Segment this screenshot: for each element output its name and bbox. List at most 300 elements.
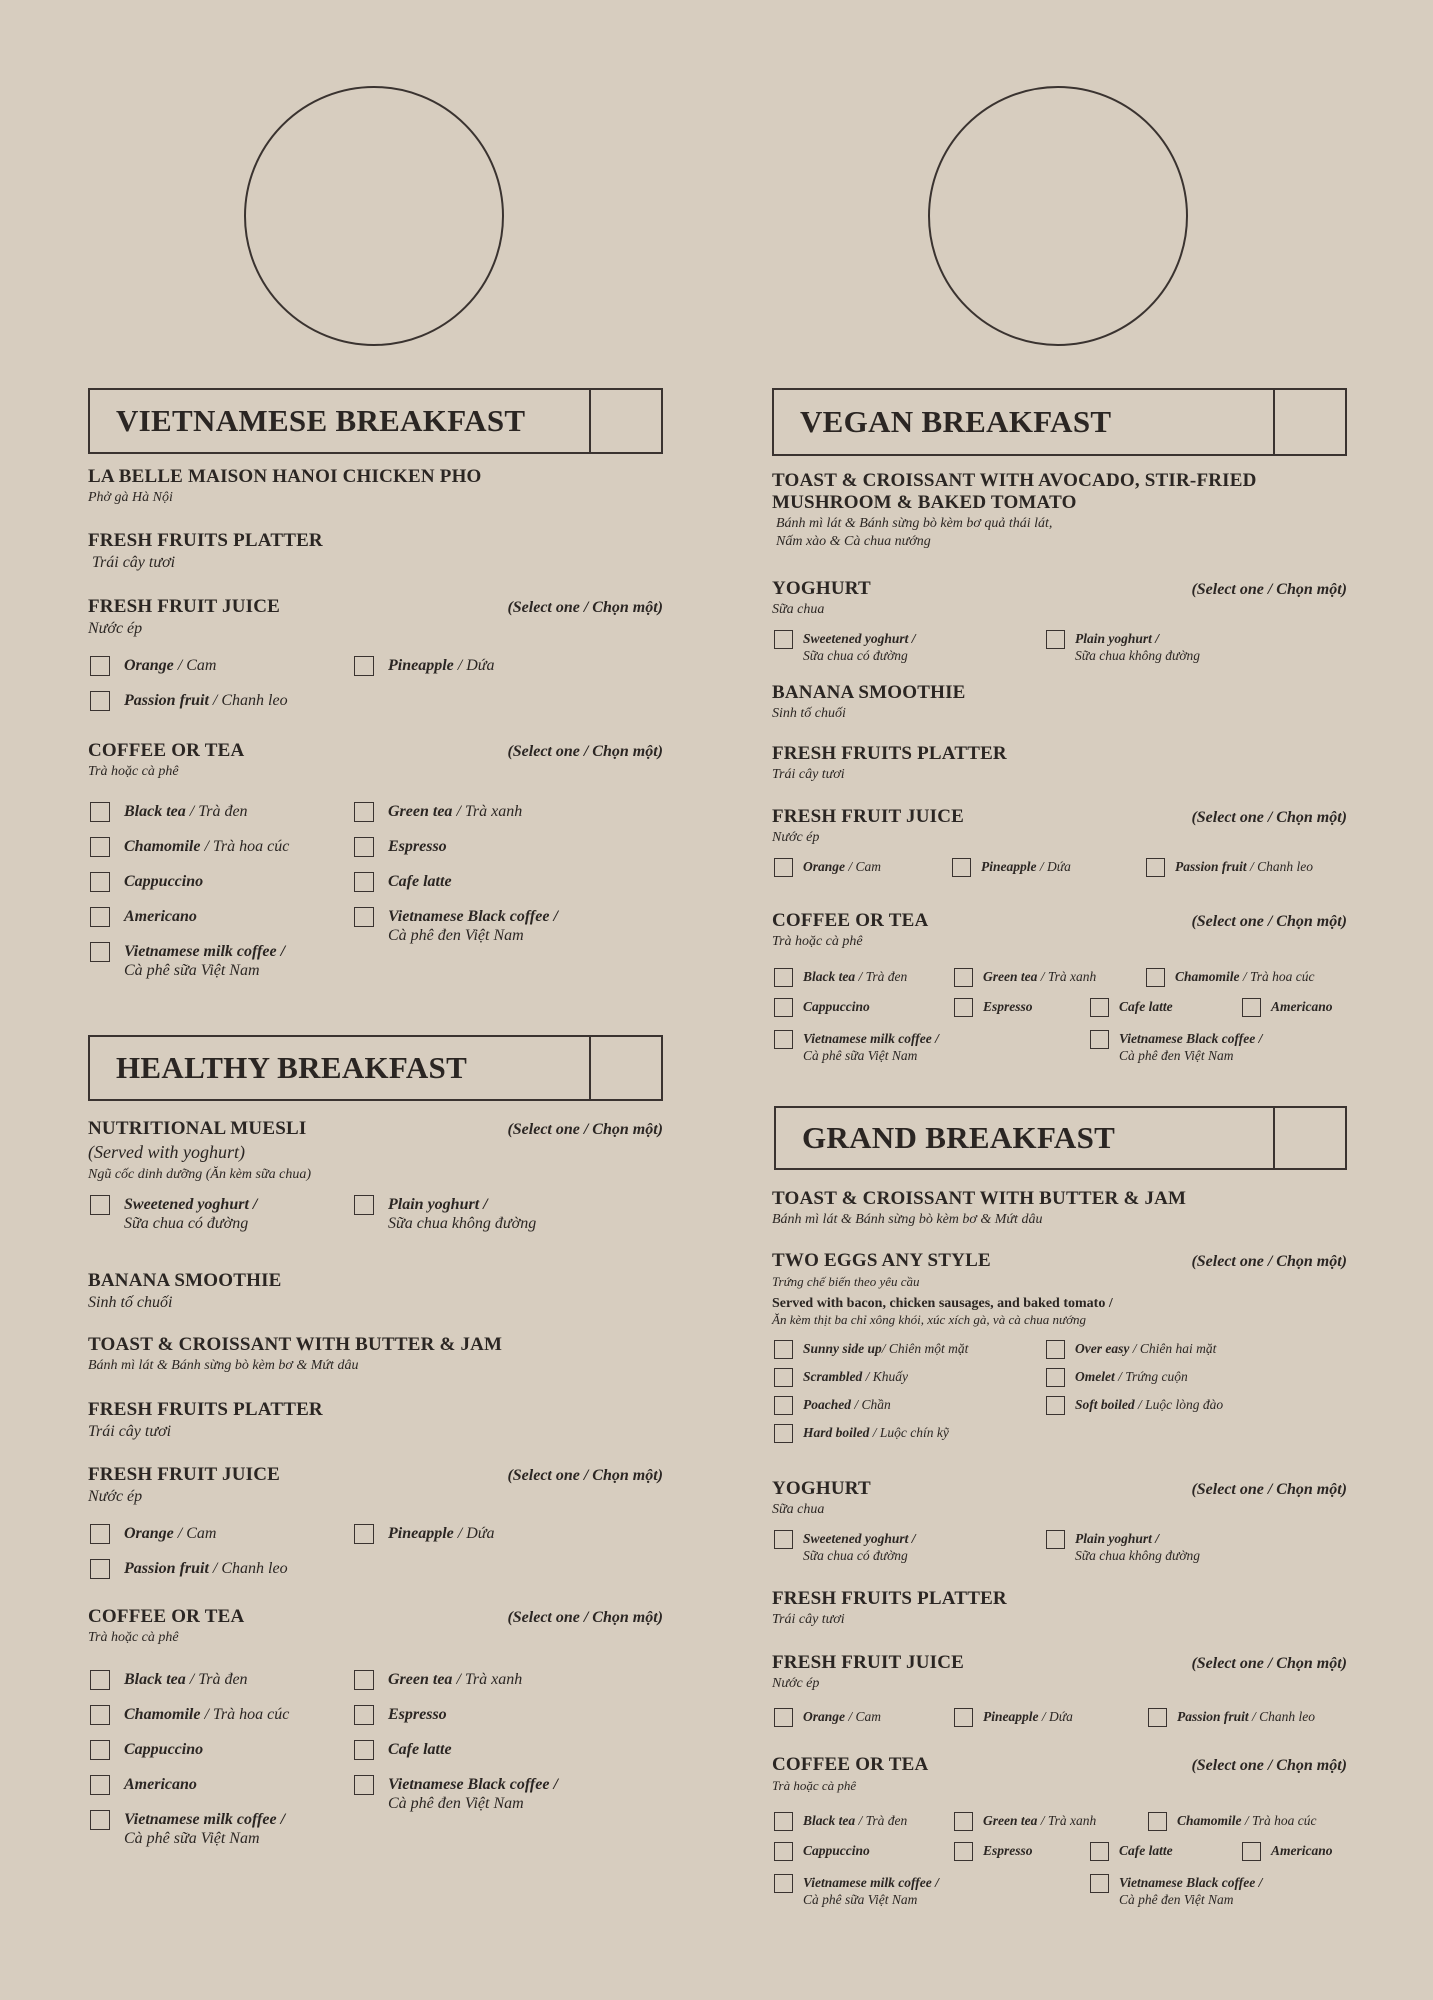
option-text (388, 1740, 452, 1759)
juice-option[interactable] (354, 1524, 495, 1544)
yoghurt-option[interactable] (774, 1530, 916, 1564)
option-label: Over easy (1075, 1341, 1130, 1356)
checkbox[interactable] (954, 968, 973, 987)
checkbox[interactable] (90, 1524, 110, 1544)
checkbox[interactable] (774, 968, 793, 987)
option-text (388, 1705, 447, 1724)
coffee-option[interactable] (1090, 1874, 1262, 1908)
checkbox[interactable] (354, 1705, 374, 1725)
option-label-vi: / Cam (848, 859, 882, 874)
item-title: FRESH FRUITS PLATTER (88, 530, 323, 551)
checkbox[interactable] (952, 858, 971, 877)
coffee-option[interactable] (774, 1812, 907, 1831)
option-label-vi: / Dứa (1041, 1709, 1073, 1724)
option-label-vi: / Dứa (1039, 859, 1071, 874)
select-hint: (Select one / Chọn một) (1191, 913, 1347, 930)
checkbox[interactable] (354, 802, 374, 822)
item-subtitle: Bánh mì lát & Bánh sừng bò kèm bơ & Mứt dâu (772, 1212, 1043, 1227)
option-label: Americano (1271, 999, 1333, 1014)
option-label-vi: / Chanh leo (212, 1560, 288, 1577)
option-text (1271, 1842, 1333, 1859)
item-subtitle: Sữa chua (772, 602, 825, 617)
option-label: Plain yoghurt (1075, 631, 1152, 646)
checkbox[interactable] (774, 1842, 793, 1861)
option-label: Green tea (983, 1813, 1038, 1828)
checkbox[interactable] (774, 1874, 793, 1893)
item-subtitle: Trái cây tươi (772, 1612, 845, 1627)
option-label: Orange (803, 1709, 846, 1724)
option-label: Passion fruit (1175, 859, 1247, 874)
option-label-vi: / Chanh leo (1252, 1709, 1316, 1724)
yoghurt-option[interactable] (354, 1195, 536, 1233)
checkbox[interactable] (954, 998, 973, 1017)
checkbox[interactable] (1046, 1368, 1065, 1387)
checkbox[interactable] (1046, 1396, 1065, 1415)
eggs-note-vi: Ăn kèm thịt ba chỉ xông khói, xúc xích gà, và cà chua nướng (772, 1312, 1087, 1327)
yoghurt-section (772, 1478, 1347, 1563)
eggs-section (772, 1250, 1347, 1440)
eggs-option[interactable] (774, 1424, 949, 1443)
checkbox[interactable] (90, 656, 110, 676)
option-label-vi: / Trà hoa cúc (1242, 969, 1315, 984)
item-title: COFFEE OR TEA (772, 910, 929, 931)
coffee-option[interactable] (1090, 1842, 1173, 1861)
checkbox[interactable] (90, 872, 110, 892)
option-text (124, 1775, 197, 1794)
option-label-vi: / Trà đen (189, 803, 248, 820)
select-hint: (Select one / Chọn một) (1191, 1655, 1347, 1672)
checkbox[interactable] (354, 1740, 374, 1760)
juice-option[interactable] (90, 1559, 288, 1579)
checkbox[interactable] (90, 1559, 110, 1579)
option-label: Soft boiled (1075, 1397, 1135, 1412)
checkbox[interactable] (774, 1368, 793, 1387)
option-text (124, 1195, 257, 1233)
item-subtitle: Sữa chua (772, 1502, 825, 1517)
select-hint: (Select one / Chọn một) (1191, 1481, 1347, 1498)
coffee-option[interactable] (1090, 1030, 1262, 1064)
coffee-option[interactable] (354, 1740, 452, 1760)
item-title: COFFEE OR TEA (772, 1754, 929, 1775)
option-label: / (1255, 1875, 1263, 1890)
option-text (803, 1708, 881, 1725)
coffee-option[interactable] (354, 802, 522, 822)
coffee-option[interactable] (90, 942, 285, 980)
checkbox[interactable] (90, 1670, 110, 1690)
coffee-option[interactable] (774, 1874, 939, 1908)
checkbox[interactable] (1046, 1530, 1065, 1549)
option-label: / (483, 1196, 488, 1213)
checkbox[interactable] (90, 1810, 110, 1830)
item-title: TOAST & CROISSANT WITH BUTTER & JAM (772, 1188, 1187, 1209)
checkbox[interactable] (1090, 1874, 1109, 1893)
option-label-vi: / Dứa (457, 1525, 495, 1542)
option-label-vi: Cà phê sữa Việt Nam (803, 1892, 918, 1907)
option-label: Black tea (803, 969, 856, 984)
eggs-option[interactable] (1046, 1368, 1188, 1387)
fruit-juice-section (772, 1652, 1347, 1724)
option-label-vi: / Dứa (457, 657, 495, 674)
coffee-option[interactable] (954, 998, 1033, 1017)
option-text (388, 1524, 495, 1543)
option-label: Espresso (388, 1706, 447, 1723)
option-text (803, 1368, 908, 1385)
checkbox[interactable] (90, 1775, 110, 1795)
option-label-vi: Cà phê sữa Việt Nam (124, 1830, 260, 1847)
checkbox[interactable] (1242, 1842, 1261, 1861)
checkbox[interactable] (1090, 1030, 1109, 1049)
option-label: Black tea (124, 803, 186, 820)
checkbox[interactable] (354, 1195, 374, 1215)
option-label: / (252, 1196, 258, 1213)
checkbox[interactable] (90, 1195, 110, 1215)
checkbox[interactable] (1046, 1340, 1065, 1359)
option-label: Sweetened yoghurt (803, 631, 909, 646)
option-label-vi: Cà phê đen Việt Nam (1119, 1048, 1234, 1063)
checkbox[interactable] (1090, 998, 1109, 1017)
vietnamese-breakfast-title: VIETNAMESE BREAKFAST (116, 403, 526, 438)
coffee-option[interactable] (90, 1775, 197, 1795)
option-label: Green tea (388, 1671, 453, 1688)
hanger-hole-right (928, 86, 1188, 346)
juice-option[interactable] (1146, 858, 1313, 877)
healthy-breakfast-header (88, 1035, 663, 1101)
option-label: Pineapple (388, 1525, 454, 1542)
option-text (1075, 630, 1200, 664)
eggs-option[interactable] (1046, 1340, 1216, 1359)
coffee-option[interactable] (1242, 1842, 1333, 1861)
option-label: / (1255, 1031, 1263, 1046)
eggs-option[interactable] (774, 1368, 908, 1387)
select-hint: (Select one / Chọn một) (1191, 1253, 1347, 1270)
item-title: FRESH FRUIT JUICE (772, 806, 965, 827)
checkbox[interactable] (954, 1812, 973, 1831)
option-label: Pineapple (983, 1709, 1039, 1724)
yoghurt-option[interactable] (90, 1195, 257, 1233)
healthy-breakfast-title: HEALTHY BREAKFAST (116, 1050, 468, 1085)
option-label: Pineapple (981, 859, 1037, 874)
option-text (124, 1670, 248, 1689)
option-label: Cappuccino (124, 1741, 204, 1758)
checkbox[interactable] (1090, 1842, 1109, 1861)
option-label: / (276, 1811, 286, 1828)
option-text (124, 1810, 285, 1848)
checkbox[interactable] (774, 630, 793, 649)
option-label: / (911, 1531, 916, 1546)
checkbox[interactable] (354, 837, 374, 857)
option-label: Orange (124, 657, 174, 674)
option-label-vi: / Trà đen (858, 969, 908, 984)
option-text (124, 1705, 289, 1724)
option-label: Green tea (983, 969, 1038, 984)
muesli-section (88, 1118, 663, 1237)
coffee-option[interactable] (1148, 1812, 1317, 1831)
coffee-option[interactable] (354, 1670, 522, 1690)
fruits-platter-item (772, 743, 1347, 783)
juice-option[interactable] (774, 1708, 881, 1727)
option-label: Vietnamese milk coffee (803, 1031, 932, 1046)
checkbox[interactable] (774, 1030, 793, 1049)
coffee-option[interactable] (774, 1842, 870, 1861)
option-label: / (911, 631, 916, 646)
coffee-tea-section (772, 1754, 1347, 1907)
option-text (1271, 998, 1333, 1015)
coffee-option[interactable] (774, 998, 870, 1017)
grand-toast-item (772, 1188, 1347, 1228)
item-title: COFFEE OR TEA (88, 740, 245, 761)
option-label-vi: / Trà đen (858, 1813, 908, 1828)
option-label: Passion fruit (124, 1560, 209, 1577)
checkbox[interactable] (354, 656, 374, 676)
option-label: / (553, 908, 558, 925)
option-text (1075, 1340, 1216, 1357)
checkbox[interactable] (354, 872, 374, 892)
option-text (388, 907, 558, 945)
checkbox[interactable] (90, 907, 110, 927)
vegan-breakfast-header (772, 388, 1347, 456)
checkbox[interactable] (1148, 1708, 1167, 1727)
option-label: Cappuccino (803, 999, 870, 1014)
option-text (1075, 1530, 1200, 1564)
select-hint: (Select one / Chọn một) (507, 743, 663, 760)
item-title: NUTRITIONAL MUESLI (88, 1118, 307, 1139)
option-label: Orange (124, 1525, 174, 1542)
checkbox[interactable] (774, 1530, 793, 1549)
coffee-option[interactable] (90, 872, 203, 892)
checkbox[interactable] (90, 1705, 110, 1725)
juice-option[interactable] (354, 656, 495, 676)
coffee-option[interactable] (90, 802, 248, 822)
item-title: FRESH FRUIT JUICE (88, 1464, 281, 1485)
item-subtitle: Nước ép (772, 1676, 820, 1691)
checkbox[interactable] (90, 691, 110, 711)
juice-option[interactable] (774, 858, 881, 877)
checkbox[interactable] (354, 1524, 374, 1544)
item-subtitle: Trà hoặc cà phê (88, 1630, 179, 1645)
checkbox[interactable] (774, 998, 793, 1017)
coffee-option[interactable] (354, 837, 447, 857)
smoothie-item (88, 1270, 663, 1312)
option-text (983, 968, 1096, 985)
option-label-vi: / Chanh leo (212, 692, 288, 709)
option-label: / (553, 1776, 558, 1793)
grand-breakfast-checkbox[interactable] (1273, 1108, 1345, 1168)
vietnamese-breakfast-checkbox[interactable] (589, 390, 661, 452)
coffee-tea-section (88, 740, 663, 979)
checkbox[interactable] (774, 1708, 793, 1727)
option-label: Chamomile (1175, 969, 1240, 984)
checkbox[interactable] (774, 858, 793, 877)
option-label: Vietnamese Black coffee (1119, 1031, 1256, 1046)
juice-option[interactable] (952, 858, 1071, 877)
option-label-vi: Cà phê sữa Việt Nam (803, 1048, 918, 1063)
checkbox[interactable] (954, 1708, 973, 1727)
checkbox[interactable] (1146, 858, 1165, 877)
option-label: Vietnamese milk coffee (124, 943, 277, 960)
option-label: Espresso (983, 1843, 1033, 1858)
coffee-option[interactable] (90, 1740, 203, 1760)
item-subtitle: Sinh tố chuối (88, 1294, 173, 1311)
option-label: / (1155, 631, 1160, 646)
option-text (803, 1530, 916, 1564)
coffee-option[interactable] (954, 1812, 1096, 1831)
select-hint: (Select one / Chọn một) (507, 1609, 663, 1626)
yoghurt-option[interactable] (774, 630, 916, 664)
option-label-vi: / Cam (177, 657, 217, 674)
juice-option[interactable] (90, 691, 288, 711)
option-text (803, 1340, 968, 1357)
item-title: TOAST & CROISSANT WITH BUTTER & JAM (88, 1334, 503, 1355)
juice-option[interactable] (954, 1708, 1073, 1727)
option-text (983, 1812, 1096, 1829)
checkbox[interactable] (1148, 1812, 1167, 1831)
option-text (388, 872, 452, 891)
coffee-option[interactable] (90, 837, 289, 857)
fruits-platter-item (772, 1588, 1347, 1628)
item-title: FRESH FRUITS PLATTER (772, 1588, 1007, 1609)
item-title: FRESH FRUITS PLATTER (772, 743, 1007, 764)
checkbox[interactable] (774, 1812, 793, 1831)
option-label-vi: / Trà xanh (1040, 969, 1097, 984)
coffee-option[interactable] (1090, 998, 1173, 1017)
option-label: Vietnamese Black coffee (1119, 1875, 1256, 1890)
checkbox[interactable] (774, 1396, 793, 1415)
option-text (803, 1396, 891, 1413)
option-text (803, 998, 870, 1015)
item-title: FRESH FRUITS PLATTER (88, 1399, 323, 1420)
checkbox[interactable] (90, 942, 110, 962)
coffee-option[interactable] (774, 968, 907, 987)
option-label: / (931, 1031, 939, 1046)
juice-option[interactable] (1148, 1708, 1315, 1727)
coffee-option[interactable] (354, 872, 452, 892)
option-label-vi: / Chiên hai mặt (1132, 1341, 1217, 1356)
coffee-option[interactable] (1146, 968, 1315, 987)
item-title: TOAST & CROISSANT WITH AVOCADO, STIR-FRIED (772, 470, 1257, 491)
grand-breakfast-title: GRAND BREAKFAST (802, 1120, 1116, 1155)
checkbox[interactable] (774, 1424, 793, 1443)
option-label-vi: Cà phê đen Việt Nam (388, 1795, 524, 1812)
option-text (1175, 968, 1315, 985)
item-subtitle: Trái cây tươi (772, 767, 845, 782)
coffee-option[interactable] (954, 1842, 1033, 1861)
option-label-vi: / Luộc chín kỹ (872, 1425, 949, 1440)
option-label-vi: Sữa chua không đường (1075, 648, 1201, 663)
option-text (124, 837, 289, 856)
fruits-platter-item (88, 530, 663, 572)
option-label: Cappuccino (124, 873, 204, 890)
option-label-vi: / Trà xanh (456, 1671, 523, 1688)
option-text (124, 691, 288, 710)
item-title: FRESH FRUIT JUICE (88, 596, 281, 617)
option-label: Passion fruit (124, 692, 209, 709)
checkbox[interactable] (954, 1842, 973, 1861)
option-label: Cafe latte (388, 1741, 452, 1758)
item-subtitle: Ngũ cốc dinh dưỡng (Ăn kèm sữa chua) (88, 1167, 311, 1182)
option-label: / (276, 943, 286, 960)
option-label: / (931, 1875, 939, 1890)
checkbox[interactable] (354, 1775, 374, 1795)
option-text (124, 802, 248, 821)
checkbox[interactable] (90, 837, 110, 857)
item-subtitle: Nước ép (772, 830, 820, 845)
checkbox[interactable] (1146, 968, 1165, 987)
checkbox[interactable] (1046, 630, 1065, 649)
juice-option[interactable] (90, 656, 216, 676)
option-label: Scrambled (803, 1369, 863, 1384)
coffee-option[interactable] (954, 968, 1096, 987)
option-label: Sunny side up (803, 1341, 882, 1356)
yoghurt-option[interactable] (1046, 1530, 1200, 1564)
option-text (983, 1842, 1033, 1859)
smoothie-item (772, 682, 1347, 722)
eggs-option[interactable] (774, 1340, 968, 1359)
coffee-option[interactable] (90, 1810, 285, 1848)
checkbox[interactable] (90, 802, 110, 822)
option-label-vi: / Luộc lòng đào (1138, 1397, 1224, 1412)
option-label: Cafe latte (1119, 999, 1173, 1014)
coffee-option[interactable] (1242, 998, 1333, 1017)
option-text (803, 630, 916, 664)
juice-option[interactable] (90, 1524, 216, 1544)
option-label: Chamomile (1177, 1813, 1242, 1828)
option-text (803, 1424, 949, 1441)
served-with: (Served with yoghurt) (88, 1142, 245, 1162)
yoghurt-option[interactable] (1046, 630, 1200, 664)
option-label-vi: Cà phê đen Việt Nam (1119, 1892, 1234, 1907)
healthy-breakfast-checkbox[interactable] (589, 1037, 661, 1099)
checkbox[interactable] (90, 1740, 110, 1760)
option-label: Sweetened yoghurt (124, 1196, 249, 1213)
option-label: Black tea (803, 1813, 856, 1828)
option-label-vi: Sữa chua không đường (388, 1215, 537, 1232)
eggs-option[interactable] (1046, 1396, 1223, 1415)
checkbox[interactable] (354, 1670, 374, 1690)
coffee-option[interactable] (354, 907, 558, 945)
option-label-vi: / Cam (848, 1709, 882, 1724)
eggs-option[interactable] (774, 1396, 891, 1415)
coffee-option[interactable] (354, 1705, 447, 1725)
vegan-toast-item (772, 470, 1347, 550)
option-text (1075, 1368, 1188, 1385)
coffee-option[interactable] (90, 1670, 248, 1690)
option-text (388, 656, 495, 675)
coffee-tea-section (772, 910, 1347, 1063)
select-hint: (Select one / Chọn một) (1191, 809, 1347, 826)
coffee-option[interactable] (774, 1030, 939, 1064)
checkbox[interactable] (354, 907, 374, 927)
checkbox[interactable] (1242, 998, 1261, 1017)
item-title: LA BELLE MAISON HANOI CHICKEN PHO (88, 466, 482, 487)
option-label-vi: / Trà đen (189, 1671, 248, 1688)
option-text (1177, 1708, 1315, 1725)
option-label-vi: / Chần (854, 1397, 891, 1412)
option-label: Orange (803, 859, 846, 874)
option-text (124, 942, 285, 980)
item-subtitle-line2: Nấm xào & Cà chua nướng (776, 534, 931, 549)
coffee-option[interactable] (354, 1775, 558, 1813)
vegan-breakfast-checkbox[interactable] (1273, 390, 1345, 454)
hanger-hole-left (244, 86, 504, 346)
option-text (388, 802, 522, 821)
item-subtitle: Nước ép (88, 620, 143, 637)
option-text (124, 907, 197, 926)
option-label-vi: / Trà hoa cúc (204, 1706, 290, 1723)
checkbox[interactable] (774, 1340, 793, 1359)
coffee-option[interactable] (90, 1705, 289, 1725)
coffee-option[interactable] (90, 907, 197, 927)
select-hint: (Select one / Chọn một) (1191, 1757, 1347, 1774)
